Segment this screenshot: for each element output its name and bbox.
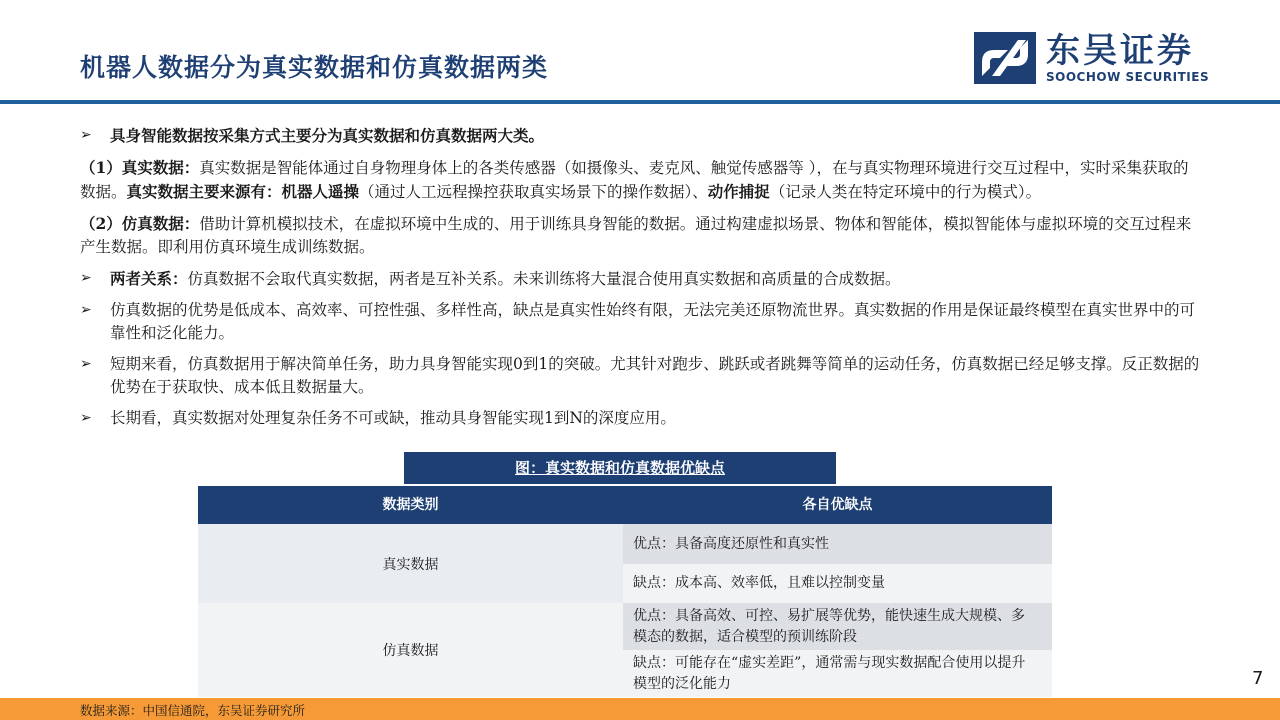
bullet-relation bbox=[80, 267, 1202, 291]
intro-text: 具身智能数据按采集方式主要分为真实数据和仿真数据两大类。 bbox=[110, 126, 545, 145]
bullet-long-term bbox=[80, 407, 1202, 430]
soochow-logo-icon bbox=[974, 32, 1036, 84]
real-data-desc: 真实数据是智能体通过自身物理身体上的各类传感器（如摄像头、麦克风、触觉传感器等 ），在与真实物理环境进行交互过程中，实时采集获取的数据。 bbox=[80, 159, 1189, 201]
relation-label: 两者关系： bbox=[110, 269, 188, 288]
soochow-logo bbox=[974, 31, 1210, 84]
slide-header bbox=[0, 0, 1280, 100]
body-text bbox=[80, 124, 1202, 438]
category-sim-data: 仿真数据 bbox=[198, 603, 623, 697]
sim-data-pro: 优点：具备高效、可控、易扩展等优势，能快速生成大规模、多模态的数据，适合模型的预训练阶段 bbox=[623, 603, 1052, 650]
page-number: 7 bbox=[1252, 668, 1264, 689]
real-data-sources-label: 真实数据主要来源有：机器人遥操 bbox=[126, 182, 360, 201]
bullet-sim-advantages bbox=[80, 299, 1202, 345]
arrow-bullet-icon: ➢ bbox=[80, 410, 92, 426]
sim-data-label: （2）仿真数据： bbox=[80, 214, 200, 233]
short-term-text: 短期来看，仿真数据用于解决简单任务，助力具身智能实现0到1的突破。尤其针对跑步、跳跃或者跳舞等简单的运动任务，仿真数据已经足够支撑。反正数据的优势在于获取快、成本低且数据量大。 bbox=[110, 355, 1200, 396]
real-data-con: 缺点：成本高、效率低，且难以控制变量 bbox=[623, 564, 1052, 603]
table-caption: 图：真实数据和仿真数据优缺点 bbox=[404, 452, 836, 484]
real-data-label: （1）真实数据： bbox=[80, 158, 200, 177]
logo-english-text: SOOCHOW SECURITIES bbox=[1046, 70, 1210, 84]
arrow-bullet-icon: ➢ bbox=[80, 127, 92, 143]
category-real-data: 真实数据 bbox=[198, 524, 623, 603]
logo-chinese-text: 东吴证券 bbox=[1046, 31, 1194, 71]
header-divider bbox=[0, 100, 1280, 104]
footer-bar bbox=[0, 698, 1280, 720]
long-term-text: 长期看，真实数据对处理复杂任务不可或缺，推动具身智能实现1到N的深度应用。 bbox=[110, 409, 676, 427]
arrow-bullet-icon: ➢ bbox=[80, 302, 92, 318]
table-header-row bbox=[198, 486, 1052, 524]
real-data-pro: 优点：具备高度还原性和真实性 bbox=[623, 524, 1052, 564]
arrow-bullet-icon: ➢ bbox=[80, 270, 92, 286]
sim-data-desc: 借助计算机模拟技术，在虚拟环境中生成的、用于训练具身智能的数据。通过构建虚拟场景、物体和智能体，模拟智能体与虚拟环境的交互过程来产生数据。即利用仿真环境生成训练数据。 bbox=[80, 215, 1192, 256]
data-source-note: 数据来源：中国信通院，东吴证券研究所 bbox=[80, 703, 306, 718]
header-category: 数据类别 bbox=[382, 497, 439, 513]
bullet-intro bbox=[80, 124, 1202, 148]
teleop-desc: （通过人工远程操控获取真实场景下的操作数据）、 bbox=[359, 183, 708, 201]
header-pros-cons: 各自优缺点 bbox=[802, 497, 873, 513]
relation-text: 仿真数据不会取代真实数据，两者是互补关系。未来训练将大量混合使用真实数据和高质量的合成数据。 bbox=[187, 270, 901, 288]
sim-data-con: 缺点：可能存在“虚实差距”，通常需与现实数据配合使用以提升模型的泛化能力 bbox=[623, 650, 1052, 697]
page-title: 机器人数据分为真实数据和仿真数据两类 bbox=[80, 53, 549, 82]
bullet-short-term bbox=[80, 353, 1202, 399]
sim-advantages-text: 仿真数据的优势是低成本、高效率、可控性强、多样性高，缺点是真实性始终有限，无法完美还原物流世界。真实数据的作用是保证最终模型在真实世界中的可靠性和泛化能力。 bbox=[110, 301, 1196, 342]
para-sim-data bbox=[80, 212, 1202, 259]
mocap-label: 动作捕捉 bbox=[707, 182, 770, 201]
mocap-desc: （记录人类在特定环境中的行为模式）。 bbox=[769, 183, 1042, 201]
arrow-bullet-icon: ➢ bbox=[80, 356, 92, 372]
para-real-data bbox=[80, 156, 1202, 204]
